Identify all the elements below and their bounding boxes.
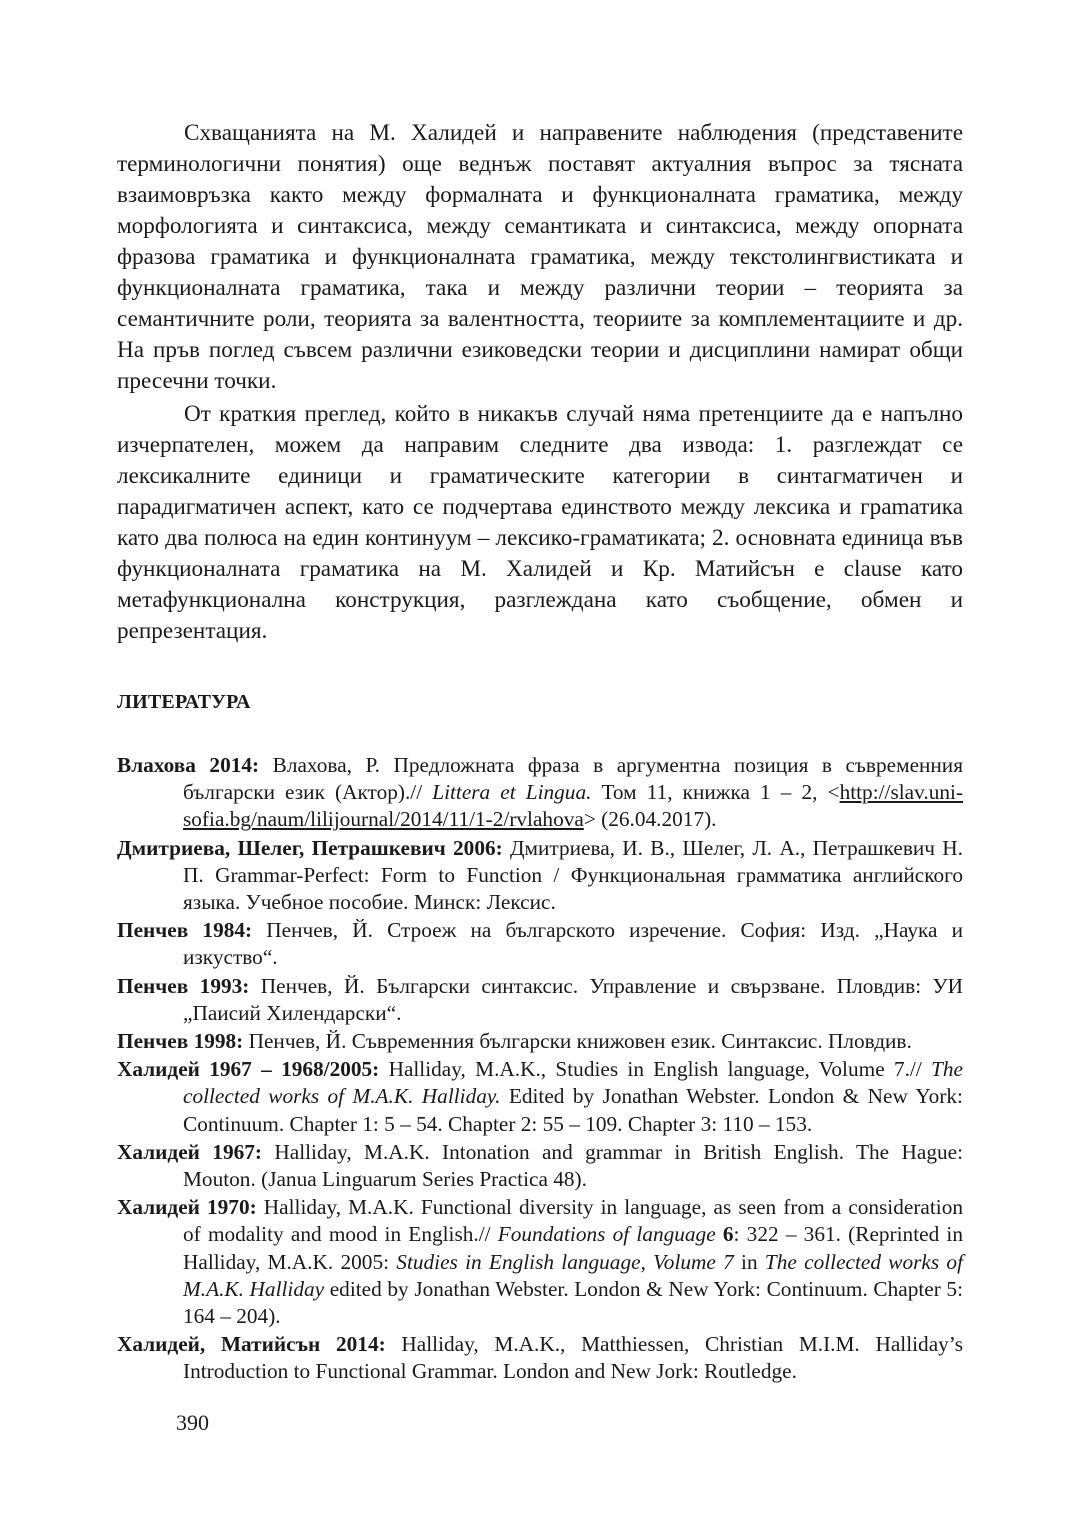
reference-key: Пенчев 1998:	[117, 1029, 244, 1054]
reference-entry	[117, 1139, 963, 1193]
reference-text: in	[733, 1249, 765, 1274]
reference-text: Пенчев, Й. Български синтаксис. Управление и свързване. Пловдив: УИ „Паисий Хилендарски“.	[183, 973, 963, 1025]
reference-text: : 322 – 361. (Reprinted in Halliday, M.A.K. 2005:	[183, 1222, 963, 1274]
reference-text: Том 11, книжка 1 – 2, <	[591, 780, 840, 805]
body-paragraph-2: От краткия преглед, който в никакъв случай няма претенциите да е напълно изчерпателен, можем да направим следните два извода: 1. разглеждат се лексикалните единици и граматическите категории в синтагматичен и парадигматичен аспект, като се подчертава единството между лексика и граmатика като два полюса на един континуум – лексико-граматиката; 2. основната единица във функционалната граматика на М. Халидей и Кр. Матийсън е clause като метафункционална конструкция, разглеждана като съобщение, обмен и репрезентация.	[117, 401, 963, 644]
reference-key: Халидей 1970:	[117, 1195, 257, 1220]
reference-text	[716, 1222, 723, 1246]
reference-title: Foundations of language	[497, 1222, 716, 1247]
reference-text: > (26.04.2017).	[583, 807, 717, 832]
reference-title: Littera et Lingua.	[432, 780, 592, 805]
reference-text: Halliday, M.A.K., Matthiessen, Christian M.I.M. Halliday’s Introduction to Functional Grammar. London and New Jork: Routledge.	[183, 1332, 964, 1384]
reference-key: Халидей 1967 – 1968/2005:	[117, 1057, 380, 1082]
reference-title: Studies in English language, Volume 7	[396, 1249, 734, 1274]
reference-key: Пенчев 1993:	[117, 973, 250, 998]
references-list	[117, 752, 963, 1386]
reference-text: Пенчев, Й. Съвременния български книжовен език. Синтаксис. Пловдив.	[243, 1029, 912, 1054]
reference-key: Халидей, Матийсън 2014:	[117, 1332, 386, 1357]
reference-title: The collected works of M.A.K. Halliday	[183, 1249, 963, 1301]
reference-entry	[117, 1028, 963, 1055]
reference-link[interactable]: http://slav.uni-sofia.bg/naum/lilijournal/2014/11/1-2/rvlahova	[183, 780, 964, 832]
references-heading: ЛИТЕРАТУРА	[117, 691, 251, 713]
page-content	[117, 118, 963, 1387]
reference-text: edited by Jonathan Webster. London & New York: Continuum. Chapter 5: 164 – 204).	[183, 1276, 964, 1329]
reference-text: Edited by Jonathan Webster. London & New York: Continuum. Chapter 1: 5 – 54. Chapter 2: 55 – 109. Chapter 3: 110 – 153.	[183, 1084, 963, 1136]
reference-key: Пенчев 1984:	[117, 918, 253, 943]
reference-entry	[117, 917, 963, 971]
reference-text: Дмитриева, И. В., Шелег, Л. А., Петрашкевич Н. П. Grammar-Perfect: Form to Function / Функциональная грамматика английского языка. Учебное пособие. Минск: Лексис.	[183, 835, 963, 915]
reference-title: The collected works of M.A.K. Halliday.	[183, 1057, 963, 1109]
reference-volume: 6	[722, 1222, 734, 1247]
reference-key: Дмитриева, Шелег, Петрашкевич 2006:	[117, 835, 503, 860]
reference-entry	[117, 835, 963, 917]
reference-entry	[117, 973, 963, 1027]
reference-text: Пенчев, Й. Строеж на българското изречение. София: Изд. „Наука и изкуство“.	[183, 918, 964, 970]
reference-key: Влахова 2014:	[117, 753, 260, 777]
reference-key: Халидей 1967:	[117, 1139, 262, 1164]
reference-entry	[117, 1056, 963, 1138]
body-paragraph-1: Схващанията на М. Халидей и направените наблюдения (представените терминологични понятия) още веднъж поставят актуалния въпрос за тясната взаимовръзка както между формалната и функционалната граматика, между морфологията и синтаксиса, между семантиката и синтаксиса, между опорната фразова граматика и функционалната граматика, между текстолингвистиката и функционалната граматика, така и между различни теории – теорията за семантичните роли, теорията за валентността, теориите за комплементациите и др. На пръв поглед съвсем различни езиковедски теории и дисциплини намират общи пресечни точки.	[117, 120, 963, 394]
reference-entry	[117, 752, 963, 834]
reference-text: Halliday, M.A.K. Functional diversity in language, as seen from a consideration of modality and mood in English.//	[183, 1195, 963, 1247]
page-number: 390	[176, 1410, 209, 1435]
reference-text: Halliday, M.A.K. Intonation and grammar in British English. The Hague: Mouton. (Janua Linguarum Series Practica 48).	[183, 1139, 963, 1192]
reference-entry	[117, 1194, 963, 1330]
reference-entry	[117, 1331, 963, 1385]
reference-text: Halliday, M.A.K., Studies in English language, Volume 7.//	[379, 1057, 932, 1082]
reference-text: Влахова, Р. Предложната фраза в аргументна позиция в съвременния български език (Актор).//	[183, 753, 964, 805]
